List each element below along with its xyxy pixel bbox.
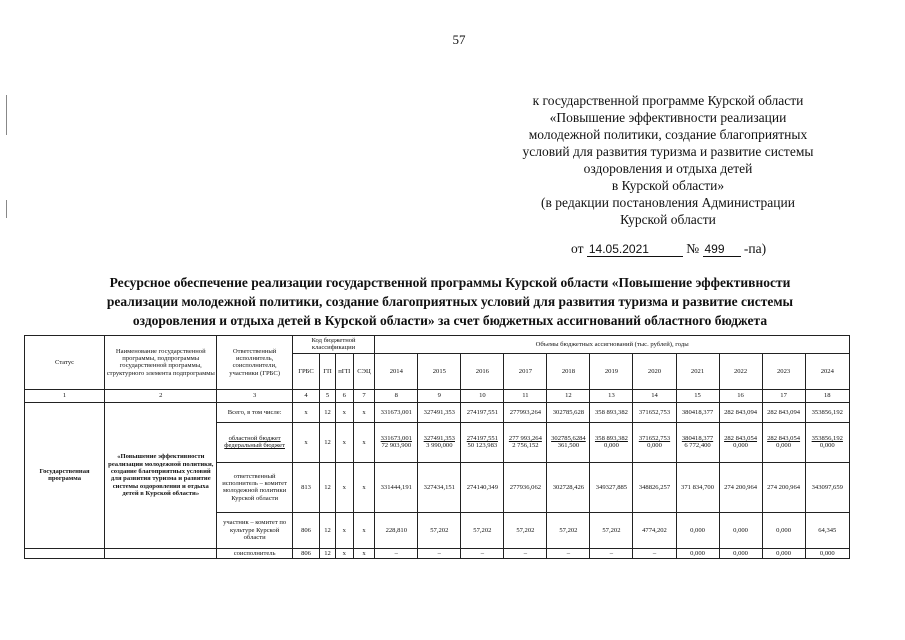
decree-suffix: -па) bbox=[743, 241, 767, 256]
column-number: 17 bbox=[762, 389, 805, 402]
value-cell bbox=[676, 548, 719, 558]
value-cell bbox=[762, 512, 805, 548]
code-cell: 12 bbox=[320, 402, 336, 422]
value-main: – bbox=[566, 549, 571, 557]
value-cell bbox=[461, 512, 504, 548]
value-main: 277 993,264 bbox=[508, 434, 542, 442]
column-number: 14 bbox=[633, 389, 676, 402]
code-cell: 12 bbox=[320, 512, 336, 548]
title-line: реализации молодежной политики, создание благоприятных условий для развития туризма и развитие системы bbox=[106, 294, 794, 309]
value-secondary: 6 772,400 bbox=[684, 442, 711, 450]
value-main: 274197,551 bbox=[466, 408, 499, 416]
header-year: 2015 bbox=[418, 353, 461, 389]
value-main: 57,202 bbox=[430, 526, 449, 534]
value-cell bbox=[590, 402, 633, 422]
value-cell bbox=[504, 422, 547, 462]
value-cell bbox=[762, 402, 805, 422]
code-cell: 806 bbox=[292, 512, 319, 548]
value-cell bbox=[719, 548, 762, 558]
column-number: 5 bbox=[320, 389, 336, 402]
value-main: 274140,349 bbox=[466, 483, 499, 491]
header-year: 2021 bbox=[676, 353, 719, 389]
header-year: 2014 bbox=[375, 353, 418, 389]
header-budget-code: Код бюджетной классификации bbox=[292, 336, 375, 354]
code-cell: х bbox=[335, 462, 353, 512]
value-main: 331444,191 bbox=[380, 483, 412, 491]
value-cell bbox=[461, 548, 504, 558]
value-main: – bbox=[523, 549, 528, 557]
code-cell: х bbox=[353, 422, 375, 462]
approval-line: оздоровления и отдыха детей bbox=[583, 161, 753, 176]
approval-line: к государственной программе Курской области bbox=[532, 93, 804, 108]
value-main: 0,000 bbox=[690, 549, 705, 557]
column-number: 8 bbox=[375, 389, 418, 402]
code-cell: х bbox=[353, 402, 375, 422]
table-row bbox=[25, 402, 850, 422]
value-cell bbox=[676, 402, 719, 422]
title-line: оздоровления и отдыха детей в Курской области» за счет бюджетных ассигнований областного бюджета bbox=[132, 313, 768, 328]
header-status: Статус bbox=[25, 336, 105, 390]
value-main: 0,000 bbox=[776, 549, 791, 557]
value-cell bbox=[676, 462, 719, 512]
header-year: 2020 bbox=[633, 353, 676, 389]
code-cell: 12 bbox=[320, 548, 336, 558]
value-main: 4774,202 bbox=[642, 526, 667, 534]
value-cell bbox=[719, 512, 762, 548]
value-cell bbox=[633, 422, 676, 462]
header-code-col: ГРБС bbox=[292, 353, 319, 389]
executor-cell: участник – комитет по культуре Курской области bbox=[217, 512, 292, 548]
code-cell: х bbox=[353, 462, 375, 512]
value-main: 380418,377 bbox=[681, 434, 714, 442]
approval-line: условий для развития туризма и развитие системы bbox=[522, 144, 814, 159]
document-title bbox=[70, 273, 830, 330]
value-cell bbox=[418, 422, 461, 462]
value-main: 0,000 bbox=[733, 549, 748, 557]
value-main: 353856,192 bbox=[811, 408, 843, 416]
approval-line: в Курской области» bbox=[611, 178, 725, 193]
value-main: – bbox=[652, 549, 657, 557]
decree-number-label: № bbox=[686, 241, 700, 256]
value-main: – bbox=[480, 549, 484, 557]
value-main: 302728,426 bbox=[552, 483, 585, 491]
code-cell: х bbox=[335, 422, 353, 462]
value-main: 380418,377 bbox=[681, 408, 714, 416]
value-main: 353856,192 bbox=[811, 434, 843, 442]
approval-line: молодежной политики, создание благоприятных bbox=[528, 127, 808, 142]
header-year: 2017 bbox=[504, 353, 547, 389]
header-program-name: Наименование государственной программы, подпрограммы государственной программы, структурного элемента подпрограммы bbox=[105, 336, 217, 390]
program-cell-empty bbox=[105, 548, 217, 558]
value-main: 57,202 bbox=[559, 526, 578, 534]
value-cell bbox=[762, 462, 805, 512]
approval-line: «Повышение эффективности реализации bbox=[549, 110, 787, 125]
value-main: 371652,753 bbox=[638, 434, 671, 442]
column-number: 12 bbox=[547, 389, 590, 402]
value-main: 327491,353 bbox=[423, 434, 455, 442]
value-main: 277936,062 bbox=[509, 483, 542, 491]
value-cell bbox=[504, 462, 547, 512]
code-cell: х bbox=[292, 422, 319, 462]
value-main: 349327,885 bbox=[595, 483, 628, 491]
code-cell: х bbox=[335, 402, 353, 422]
value-main: 57,202 bbox=[516, 526, 535, 534]
column-number: 10 bbox=[461, 389, 504, 402]
value-secondary: 0,000 bbox=[604, 442, 619, 450]
column-number: 11 bbox=[504, 389, 547, 402]
approval-block bbox=[498, 92, 838, 228]
value-main: 282 843,054 bbox=[724, 434, 758, 442]
column-number: 7 bbox=[353, 389, 375, 402]
approval-line: (в редакции постановления Администрации bbox=[541, 195, 795, 210]
value-main: 274 200,964 bbox=[724, 483, 758, 491]
value-cell bbox=[633, 548, 676, 558]
value-cell bbox=[633, 462, 676, 512]
header-year: 2016 bbox=[461, 353, 504, 389]
value-cell bbox=[676, 512, 719, 548]
value-main: 302785,6284 bbox=[551, 434, 586, 442]
value-cell bbox=[805, 548, 849, 558]
header-year: 2023 bbox=[762, 353, 805, 389]
budget-table bbox=[24, 335, 850, 559]
table-row bbox=[25, 548, 850, 558]
value-secondary: 0,000 bbox=[776, 442, 791, 450]
title-line: Ресурсное обеспечение реализации государственной программы Курской области «Повышение эффективности bbox=[109, 275, 791, 290]
code-cell: 12 bbox=[320, 422, 336, 462]
value-secondary: 361,500 bbox=[557, 442, 580, 450]
value-main: 302785,628 bbox=[552, 408, 585, 416]
value-secondary: 0,000 bbox=[647, 442, 662, 450]
value-main: 57,202 bbox=[602, 526, 621, 534]
value-cell bbox=[418, 402, 461, 422]
program-name-cell: «Повышение эффективности реализации молодежной политики, создание благоприятных условий для развития туризма и развитие системы оздоровления и отдыха детей в Курской области» bbox=[105, 402, 217, 548]
value-main: 57,202 bbox=[473, 526, 492, 534]
value-cell bbox=[461, 462, 504, 512]
code-cell: х bbox=[335, 548, 353, 558]
value-cell bbox=[504, 548, 547, 558]
value-cell bbox=[547, 548, 590, 558]
value-main: 0,000 bbox=[733, 526, 748, 534]
value-main: 64,345 bbox=[818, 526, 837, 534]
code-cell: 12 bbox=[320, 462, 336, 512]
value-cell bbox=[719, 402, 762, 422]
column-number: 18 bbox=[805, 389, 849, 402]
value-main: 331673,001 bbox=[380, 408, 412, 416]
value-cell bbox=[547, 512, 590, 548]
column-number: 6 bbox=[335, 389, 353, 402]
code-cell: х bbox=[292, 402, 319, 422]
value-secondary: 50 123,983 bbox=[467, 442, 498, 450]
value-cell bbox=[461, 422, 504, 462]
code-cell: х bbox=[353, 548, 375, 558]
column-number: 15 bbox=[676, 389, 719, 402]
value-main: – bbox=[437, 549, 441, 557]
value-cell bbox=[375, 422, 418, 462]
value-main: 358 893,382 bbox=[594, 408, 628, 416]
column-number: 9 bbox=[418, 389, 461, 402]
header-volumes: Объемы бюджетных ассигнований (тыс. рублей), годы bbox=[375, 336, 850, 354]
value-cell bbox=[547, 422, 590, 462]
value-cell bbox=[375, 402, 418, 422]
decree-date: 14.05.2021 bbox=[587, 242, 683, 257]
value-main: – bbox=[394, 549, 398, 557]
value-cell bbox=[375, 548, 418, 558]
executor-cell: ответственный исполнитель – комитет молодежной политики Курской области bbox=[217, 462, 292, 512]
value-secondary: 0,000 bbox=[733, 442, 748, 450]
value-secondary: 2 756,152 bbox=[512, 442, 539, 450]
page-number: 57 bbox=[452, 32, 466, 47]
value-cell bbox=[805, 512, 849, 548]
value-main: 327434,151 bbox=[423, 483, 455, 491]
value-cell bbox=[375, 512, 418, 548]
value-cell bbox=[461, 402, 504, 422]
value-main: 274197,551 bbox=[466, 434, 499, 442]
scan-edge-mark bbox=[6, 200, 7, 218]
value-main: 274 200,964 bbox=[767, 483, 801, 491]
value-main: 371652,753 bbox=[638, 408, 671, 416]
value-cell bbox=[676, 422, 719, 462]
status-cell: Государственная программа bbox=[25, 402, 105, 548]
code-cell: 813 bbox=[292, 462, 319, 512]
column-number: 16 bbox=[719, 389, 762, 402]
column-number: 4 bbox=[292, 389, 319, 402]
decree-number: 499 bbox=[703, 242, 741, 257]
value-main: 358 893,382 bbox=[594, 434, 628, 442]
decree-from-label: от bbox=[571, 241, 584, 256]
scan-edge-mark bbox=[6, 95, 7, 135]
value-cell bbox=[418, 512, 461, 548]
column-number: 1 bbox=[25, 389, 105, 402]
header-year: 2018 bbox=[547, 353, 590, 389]
executor-cell: областной бюджет федеральный бюджет bbox=[217, 422, 292, 462]
value-main: 348826,257 bbox=[638, 483, 671, 491]
value-cell bbox=[805, 462, 849, 512]
value-main: 228,810 bbox=[385, 526, 408, 534]
value-cell bbox=[547, 462, 590, 512]
value-cell bbox=[633, 512, 676, 548]
value-secondary: 0,000 bbox=[819, 442, 835, 450]
value-main: 282 843,094 bbox=[767, 408, 801, 416]
value-cell bbox=[633, 402, 676, 422]
header-code-col: СЭЦ bbox=[353, 353, 375, 389]
value-main: 277993,264 bbox=[509, 408, 542, 416]
header-year: 2022 bbox=[719, 353, 762, 389]
value-main: 282 843,094 bbox=[724, 408, 758, 416]
value-cell bbox=[719, 462, 762, 512]
value-main: 0,000 bbox=[690, 526, 705, 534]
executor-cell: Всего, в том числе: bbox=[217, 402, 292, 422]
value-cell bbox=[375, 462, 418, 512]
status-cell-empty bbox=[25, 548, 105, 558]
value-cell bbox=[762, 548, 805, 558]
value-cell bbox=[590, 462, 633, 512]
header-code-col: пГП bbox=[335, 353, 353, 389]
value-cell bbox=[590, 512, 633, 548]
value-cell bbox=[547, 402, 590, 422]
approval-line: Курской области bbox=[620, 212, 716, 227]
value-main: 331673,001 bbox=[380, 434, 412, 442]
value-cell bbox=[719, 422, 762, 462]
column-number: 2 bbox=[105, 389, 217, 402]
value-secondary: 3 990,000 bbox=[426, 442, 453, 450]
value-cell bbox=[504, 512, 547, 548]
header-year: 2024 bbox=[805, 353, 849, 389]
value-secondary: 72 903,900 bbox=[381, 442, 412, 450]
code-cell: х bbox=[353, 512, 375, 548]
value-main: 371 834,700 bbox=[681, 483, 714, 491]
value-main: 282 843,054 bbox=[767, 434, 801, 442]
value-cell bbox=[504, 402, 547, 422]
value-cell bbox=[805, 402, 849, 422]
value-cell bbox=[590, 422, 633, 462]
value-main: 0,000 bbox=[819, 549, 835, 557]
value-cell bbox=[590, 548, 633, 558]
column-number: 3 bbox=[217, 389, 292, 402]
value-cell bbox=[418, 548, 461, 558]
decree-line bbox=[571, 241, 851, 257]
header-year: 2019 bbox=[590, 353, 633, 389]
value-cell bbox=[805, 422, 849, 462]
value-main: – bbox=[609, 549, 614, 557]
value-main: 327491,353 bbox=[423, 408, 455, 416]
code-cell: х bbox=[335, 512, 353, 548]
value-main: 0,000 bbox=[776, 526, 791, 534]
value-main: 343097,659 bbox=[811, 483, 843, 491]
value-cell bbox=[762, 422, 805, 462]
header-code-col: ГП bbox=[320, 353, 336, 389]
code-cell: 806 bbox=[292, 548, 319, 558]
column-number: 13 bbox=[590, 389, 633, 402]
executor-cell: соисполнитель bbox=[217, 548, 292, 558]
header-executor: Ответственный исполнитель, соисполнители, участники (ГРБС) bbox=[217, 336, 292, 390]
value-cell bbox=[418, 462, 461, 512]
